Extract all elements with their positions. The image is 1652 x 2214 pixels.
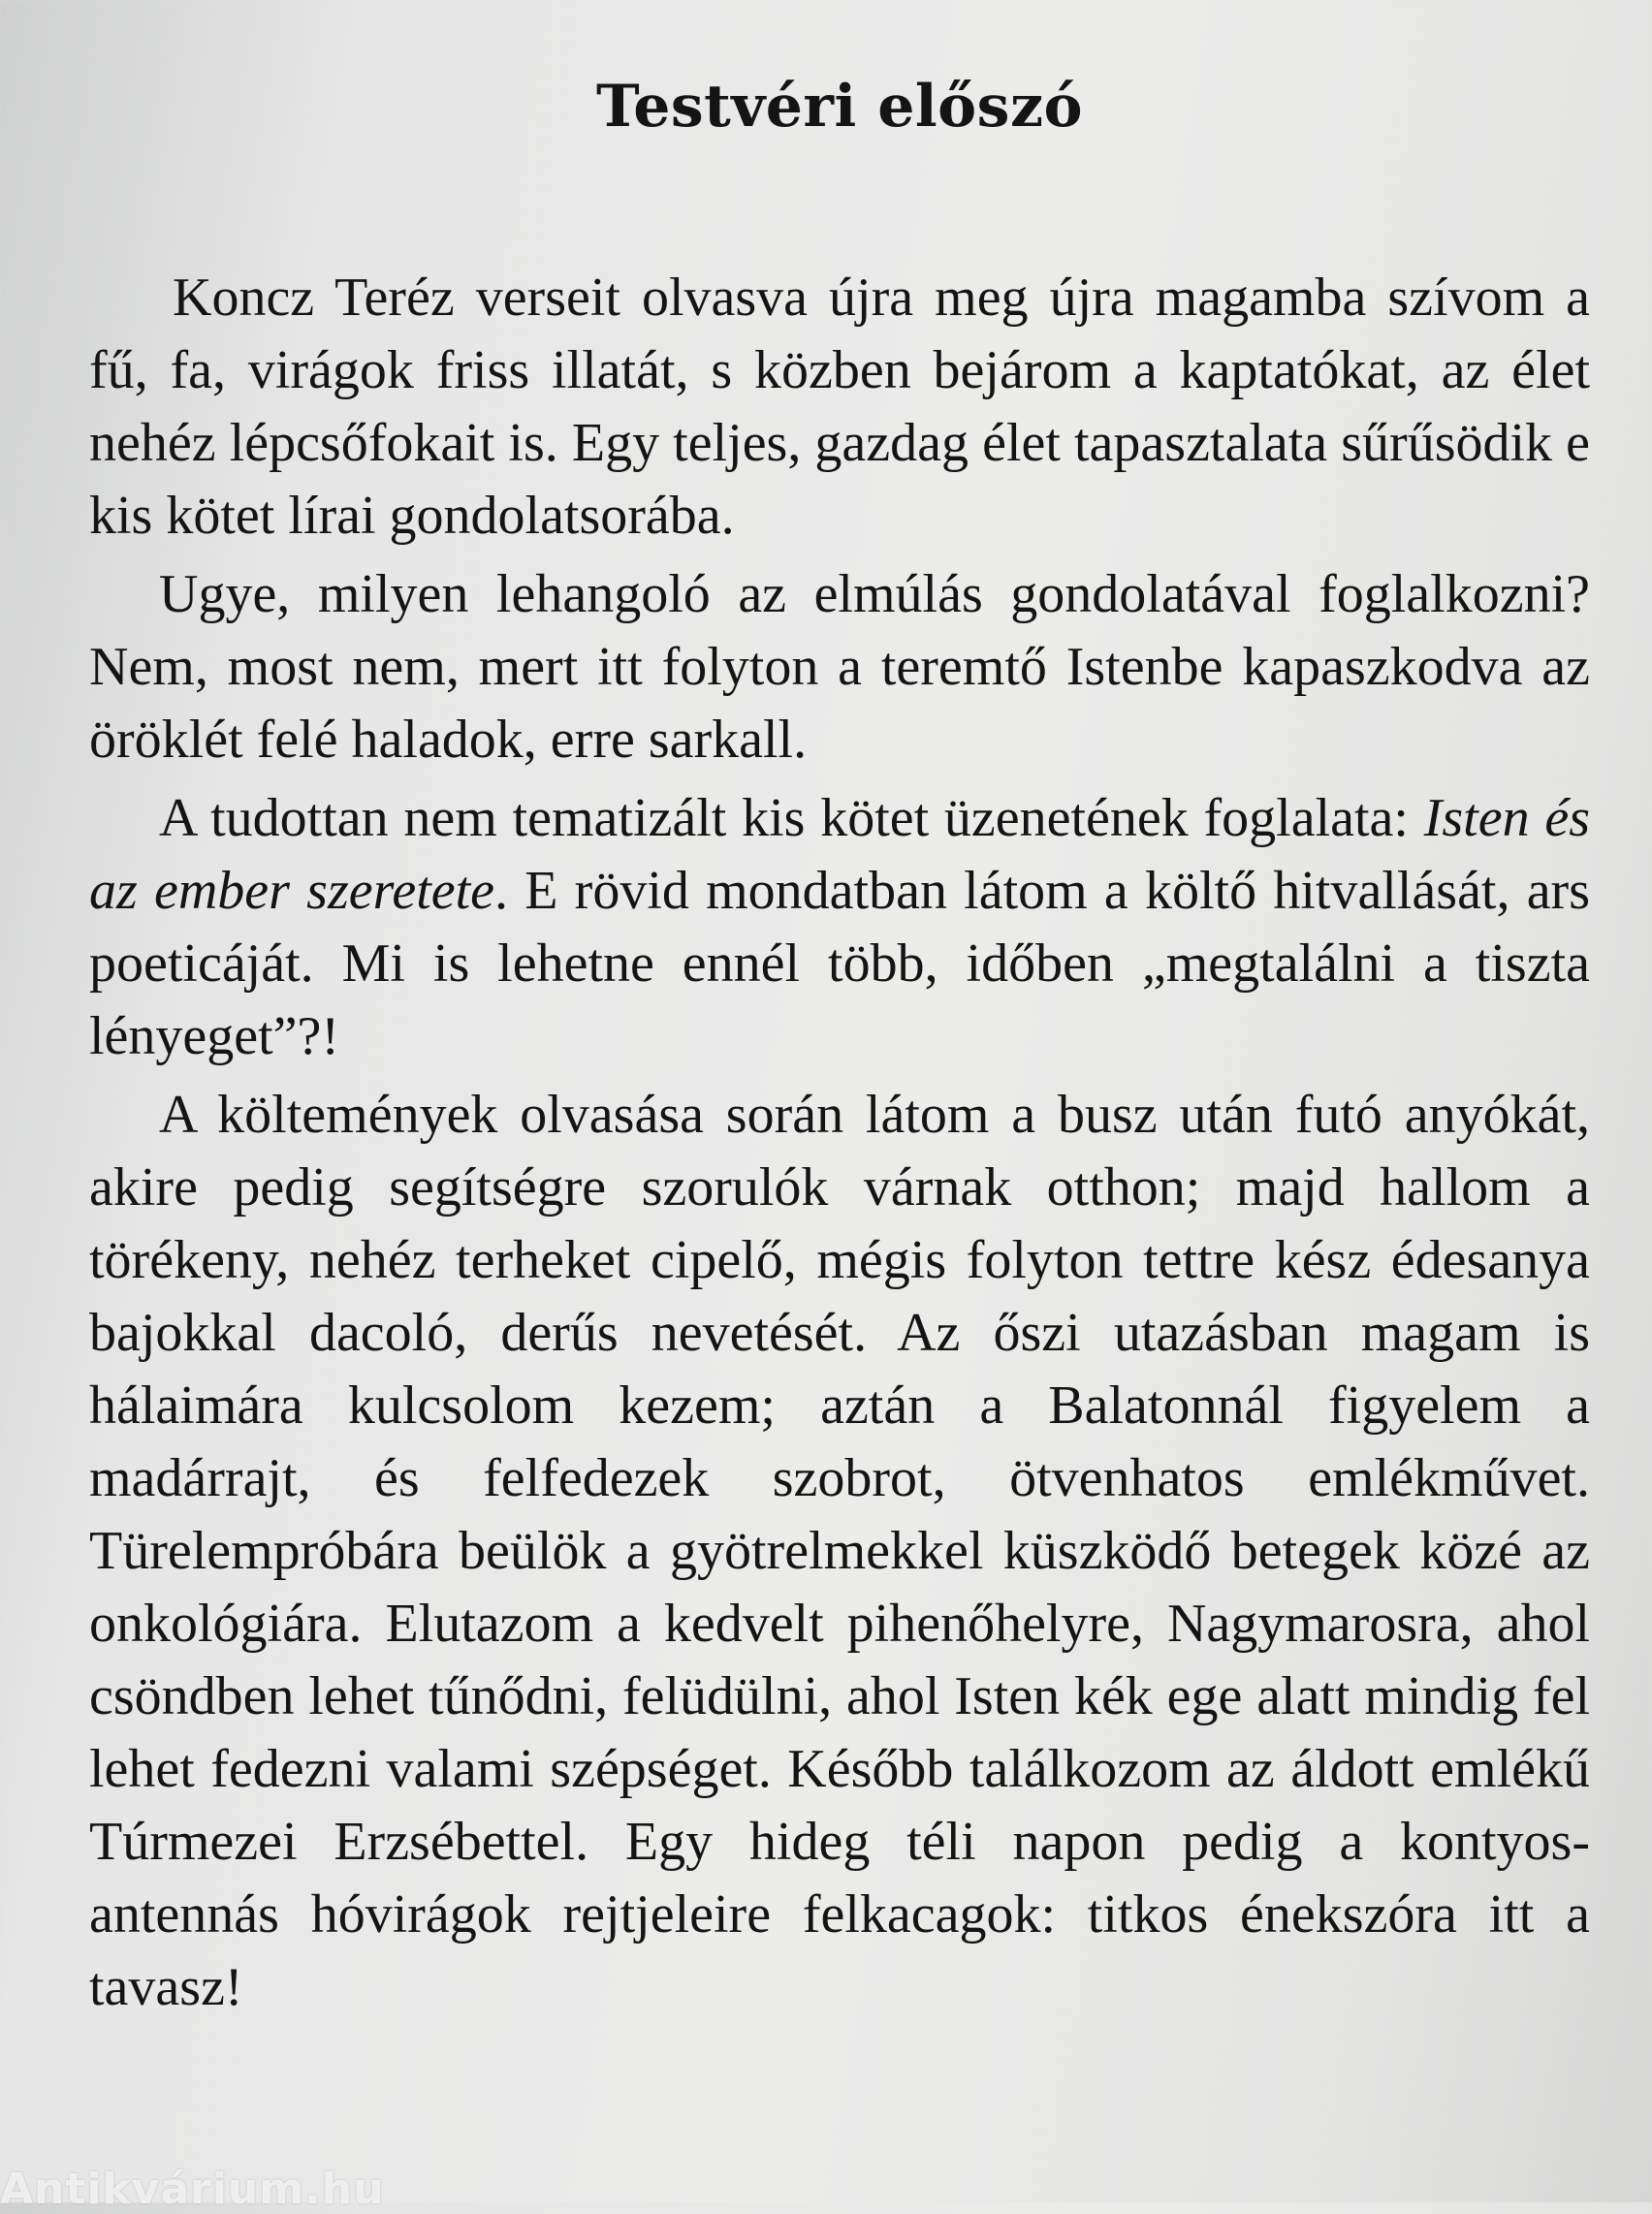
- site-watermark: Antikvárium.hu: [0, 2165, 385, 2214]
- body-text: [89, 262, 1590, 2024]
- paragraph-3-italic-quote: Isten és az ember szeretete: [89, 788, 1590, 921]
- paragraph-3-rest: . E rövid mondatban látom a költő hitvallását, ars poeticáját. Mi is lehetne ennél több, időben „megtalálni a tiszta lényeget”?!: [89, 861, 1591, 1066]
- paragraph-3-lead: A tudottan nem tematizált kis kötet üzenetének foglalata:: [159, 788, 1424, 848]
- page-title: Testvéri előszó: [595, 73, 1084, 141]
- paragraph-4: A költemények olvasása során látom a busz után futó anyókát, akire pedig segítségre szorulók várnak otthon; majd hallom a törékeny, nehéz terheket cipelő, mégis folyton tettre kész édesanya bajokkal dacoló, derűs nevetését. Az őszi utazásban magam is hálaimára kulcsolom kezem; aztán a Balatonnál figyelem a madárrajt, és felfedezek szobrot, ötvenhatos emlékművet. Türelempróbára beülök a gyötrelmekkel küszködő betegek közé az onkológiára. Elutazom a kedvelt pihenőhelyre, Nagymarosra, ahol csöndben lehet tűnődni, felüdülni, ahol Isten kék ege alatt mindig fel lehet fedezni valami szépséget. Később találkozom az áldott emlékű Túrmezei Erzsébettel. Egy hideg téli napon pedig a kontyos-antennás hóvirágok rejtjeleire felkacagok: titkos énekszóra itt a tavasz!: [89, 1085, 1590, 2017]
- book-page: [89, 68, 1590, 2162]
- paragraph-2: Ugye, milyen lehangoló az elmúlás gondolatával foglalkozni? Nem, most nem, mert itt folyton a teremtő Istenbe kapaszkodva az öröklét felé haladok, erre sarkall.: [89, 564, 1590, 770]
- paragraph-3: [89, 782, 1590, 1073]
- paragraph-1: Koncz Teréz verseit olvasva újra meg újra magamba szívom a fű, fa, virágok friss illatát, s közben bejárom a kaptatókat, az élet nehéz lépcsőfokait is. Egy teljes, gazdag élet tapasztalata sűrűsödik e kis kötet lírai gondolatsorába.: [89, 268, 1590, 546]
